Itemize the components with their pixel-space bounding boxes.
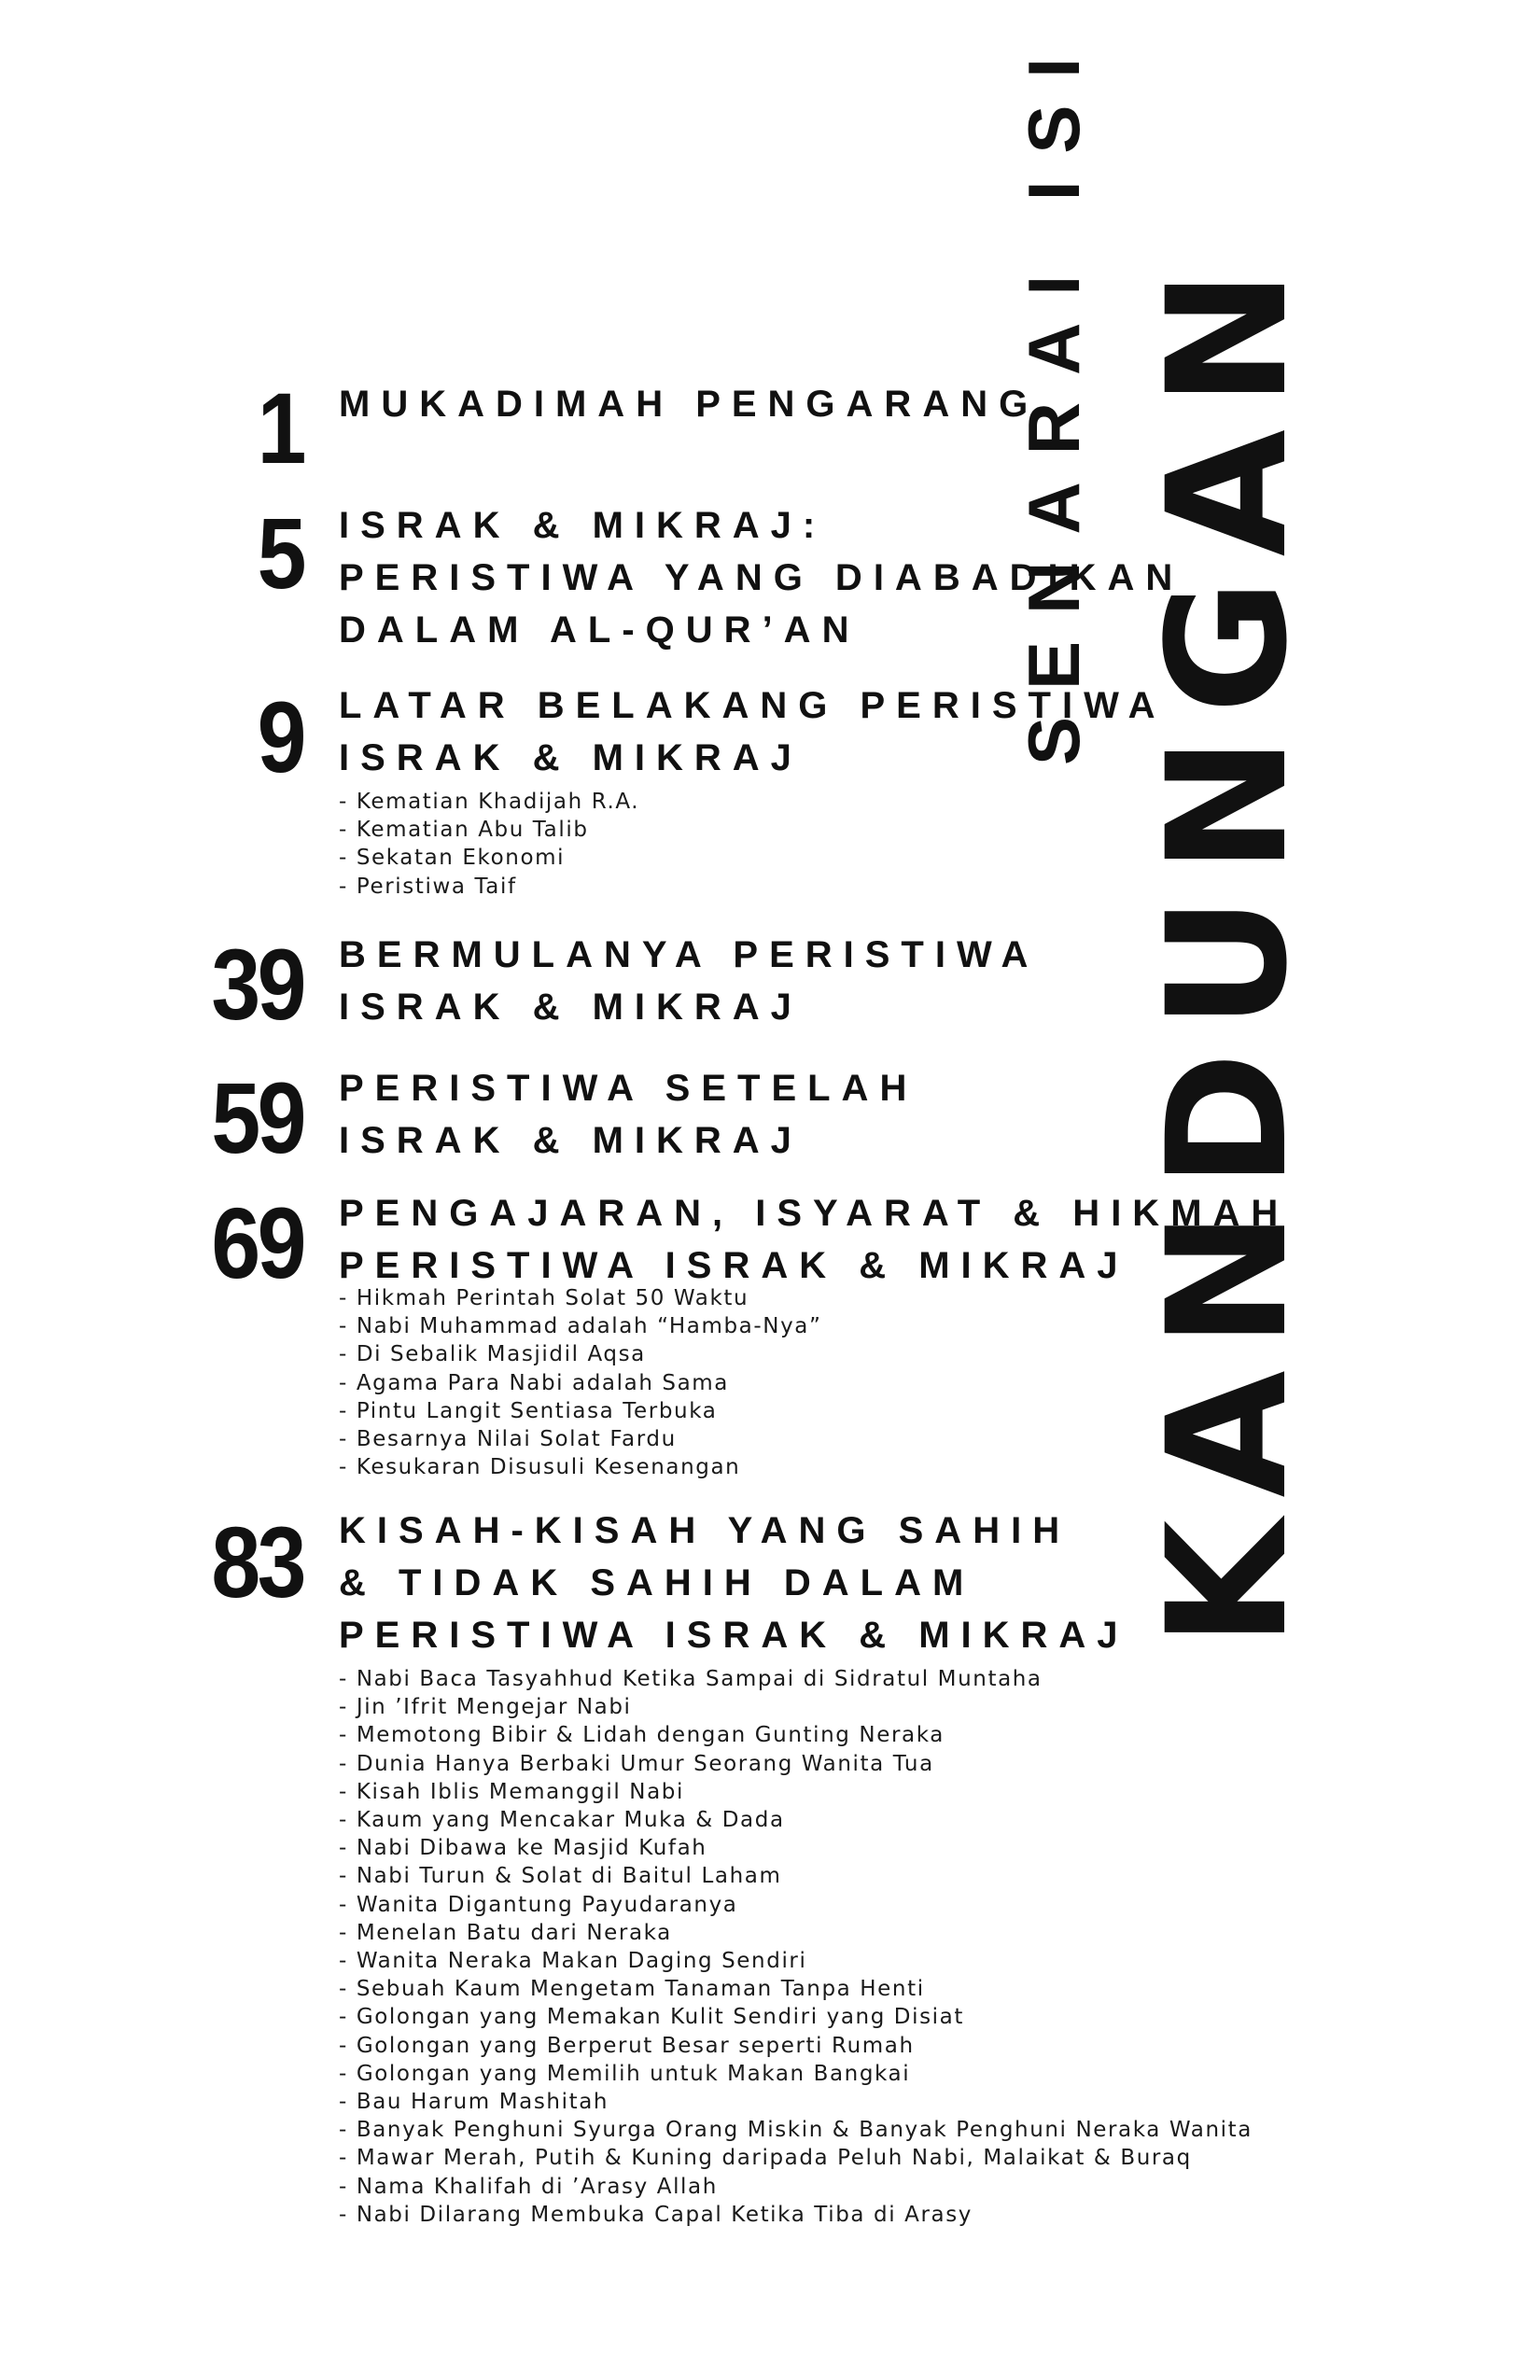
subtopic-item: - Kaum yang Mencakar Muka & Dada xyxy=(339,1806,1253,1834)
subtopic-item: - Nabi Dilarang Membuka Capal Ketika Tiba di Arasy xyxy=(339,2201,1253,2229)
title-line: PENGAJARAN, ISYARAT & HIKMAH xyxy=(339,1193,1290,1234)
entry-title xyxy=(339,929,1039,1033)
subtopic-item: - Sekatan Ekonomi xyxy=(339,844,639,872)
subtopic-item: - Agama Para Nabi adalah Sama xyxy=(339,1369,822,1397)
title-line: ISRAK & MIKRAJ xyxy=(339,737,803,778)
subtopic-item: - Nabi Baca Tasyahhud Ketika Sampai di Sidratul Muntaha xyxy=(339,1665,1253,1693)
subtopic-item: - Golongan yang Berperut Besar seperti Rumah xyxy=(339,2032,1253,2060)
subtopic-list xyxy=(339,1284,822,1481)
subtopic-item: - Banyak Penghuni Syurga Orang Miskin & Banyak Penghuni Neraka Wanita xyxy=(339,2116,1253,2144)
subtopic-item: - Mawar Merah, Putih & Kuning daripada Peluh Nabi, Malaikat & Buraq xyxy=(339,2144,1253,2172)
subtopic-item: - Besarnya Nilai Solat Fardu xyxy=(339,1425,822,1453)
title-line: KISAH-KISAH YANG SAHIH xyxy=(339,1510,1071,1551)
subtopic-item: - Kesukaran Disusuli Kesenangan xyxy=(339,1453,822,1481)
subtopic-item: - Di Sebalik Masjidil Aqsa xyxy=(339,1340,822,1368)
subtopic-item: - Kematian Khadijah R.A. xyxy=(339,788,639,816)
title-line: LATAR BELAKANG PERISTIWA xyxy=(339,685,1167,726)
subtopic-item: - Hikmah Perintah Solat 50 Waktu xyxy=(339,1284,822,1312)
subtopic-item: - Sebuah Kaum Mengetam Tanaman Tanpa Henti xyxy=(339,1975,1253,2003)
title-line: PERISTIWA ISRAK & MIKRAJ xyxy=(339,1615,1129,1656)
subtopic-item: - Nabi Dibawa ke Masjid Kufah xyxy=(339,1834,1253,1862)
title-line: MUKADIMAH PENGARANG xyxy=(339,384,1040,425)
subtopic-item: - Kisah Iblis Memanggil Nabi xyxy=(339,1778,1253,1806)
page-number: 1 xyxy=(257,371,303,484)
entry-title xyxy=(339,1505,1129,1661)
subtopic-item: - Kematian Abu Talib xyxy=(339,816,639,844)
entry-title xyxy=(339,1062,917,1167)
entry-title xyxy=(339,378,1039,430)
subtopic-item: - Nama Khalifah di ’Arasy Allah xyxy=(339,2173,1253,2201)
subtopic-item: - Pintu Langit Sentiasa Terbuka xyxy=(339,1397,822,1425)
title-line: PERISTIWA SETELAH xyxy=(339,1068,918,1109)
subtopic-item: - Menelan Batu dari Neraka xyxy=(339,1919,1253,1947)
page-number: 69 xyxy=(211,1186,303,1299)
subtopic-item: - Wanita Digantung Payudaranya xyxy=(339,1891,1253,1919)
subtopic-item: - Peristiwa Taif xyxy=(339,873,639,901)
page-number: 59 xyxy=(211,1061,303,1174)
page-number: 9 xyxy=(257,680,303,793)
heading-kandungan: KANDUNGAN xyxy=(1132,246,1323,1647)
entry-title xyxy=(339,499,1183,656)
subtopic-item: - Wanita Neraka Makan Daging Sendiri xyxy=(339,1947,1253,1975)
title-line: ISRAK & MIKRAJ xyxy=(339,1120,803,1161)
subtopic-item: - Golongan yang Memilih untuk Makan Bangkai xyxy=(339,2060,1253,2088)
subtopic-item: - Memotong Bibir & Lidah dengan Gunting Neraka xyxy=(339,1721,1253,1749)
page-number: 83 xyxy=(211,1505,303,1618)
title-line: BERMULANYA PERISTIWA xyxy=(339,934,1040,975)
title-line: ISRAK & MIKRAJ xyxy=(339,987,803,1028)
title-line: DALAM AL-QUR’AN xyxy=(339,609,861,651)
subtopic-item: - Bau Harum Mashitah xyxy=(339,2088,1253,2116)
title-line: PERISTIWA ISRAK & MIKRAJ xyxy=(339,1245,1129,1286)
entry-title xyxy=(339,1187,1289,1292)
title-line: & TIDAK SAHIH DALAM xyxy=(339,1562,975,1603)
page-number: 39 xyxy=(211,928,303,1041)
subtopic-item: - Nabi Turun & Solat di Baitul Laham xyxy=(339,1862,1253,1890)
subtopic-item: - Nabi Muhammad adalah “Hamba-Nya” xyxy=(339,1312,822,1340)
title-line: PERISTIWA YANG DIABADIKAN xyxy=(339,557,1184,598)
heading-senarai-isi: SENARAI ISI xyxy=(1013,30,1095,765)
subtopic-item: - Golongan yang Memakan Kulit Sendiri yang Disiat xyxy=(339,2003,1253,2031)
title-line: ISRAK & MIKRAJ: xyxy=(339,505,827,546)
entry-title xyxy=(339,679,1167,784)
subtopic-list xyxy=(339,1665,1253,2229)
subtopic-list xyxy=(339,788,639,901)
subtopic-item: - Dunia Hanya Berbaki Umur Seorang Wanita Tua xyxy=(339,1750,1253,1778)
subtopic-item: - Jin ’Ifrit Mengejar Nabi xyxy=(339,1693,1253,1721)
page-number: 5 xyxy=(257,497,303,609)
